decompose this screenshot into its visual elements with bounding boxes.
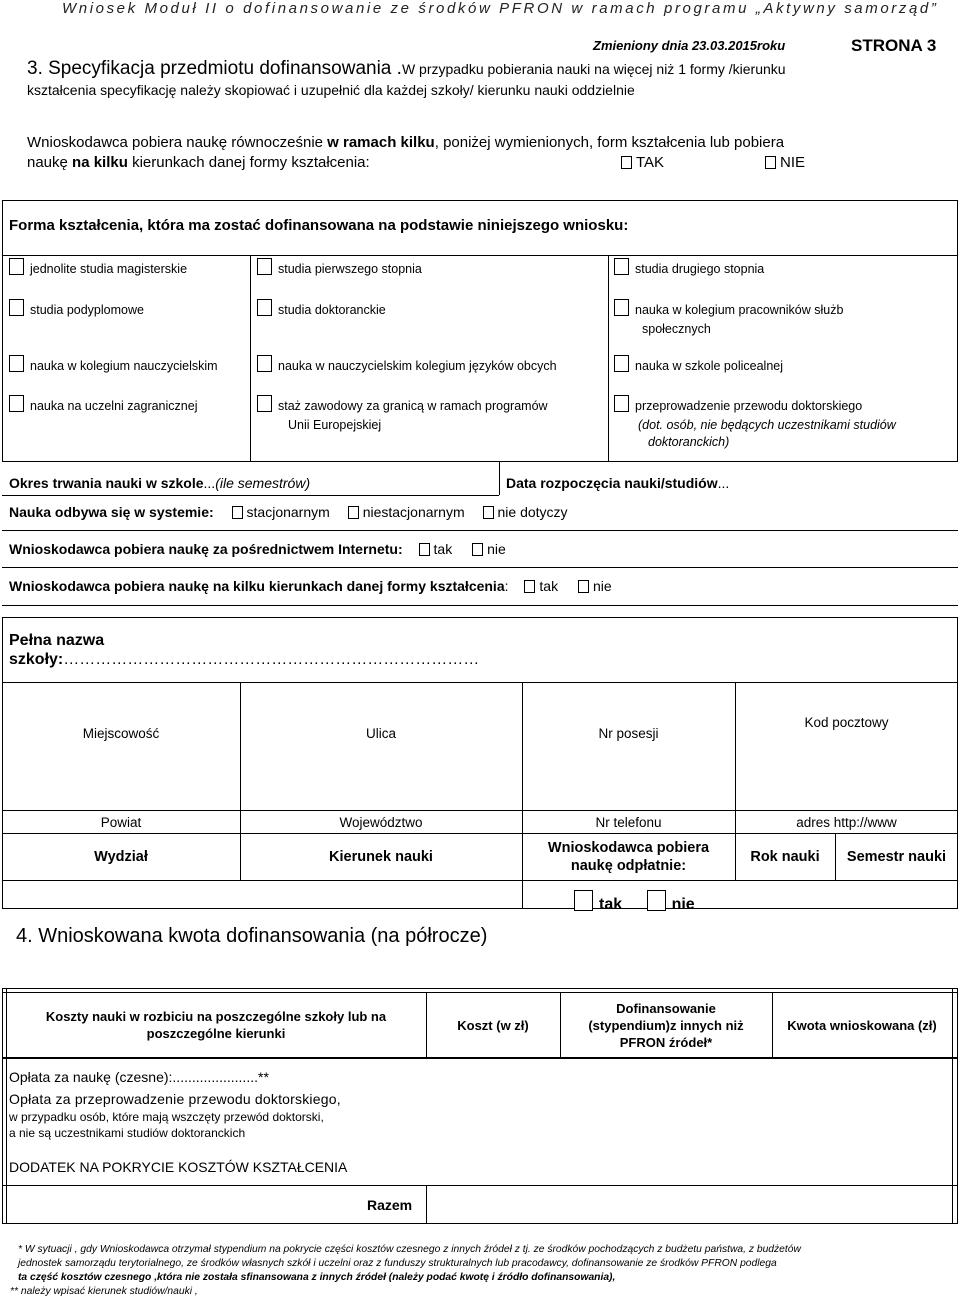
q-text-3: , poniżej wymienionych, form kształcenia lub pobiera bbox=[434, 134, 785, 151]
duration-dots: ... bbox=[203, 475, 216, 491]
footnote-1: * W sytuacji , gdy Wnioskodawca otrzymał stypendium na pokrycie części kosztów czesnego z innych źródeł z tj. ze środków pochodzących z budżetu państwa, z budżetów bbox=[18, 1244, 801, 1255]
col-costs: Koszty nauki w rozbiciu na poszczególne szkoły lub na poszczególne kierunki bbox=[45, 1009, 387, 1041]
option-label: nauka w kolegium nauczycielskim bbox=[30, 359, 218, 373]
checkbox[interactable] bbox=[614, 355, 629, 372]
checkbox[interactable] bbox=[419, 543, 430, 556]
duration-field[interactable] bbox=[9, 475, 310, 491]
checkbox[interactable] bbox=[574, 890, 593, 911]
simultaneous-yes-option[interactable] bbox=[621, 153, 664, 173]
checkbox[interactable] bbox=[9, 355, 24, 372]
col-requested: Kwota wnioskowana (zł) bbox=[787, 1017, 937, 1033]
q-text-6: kierunkach danej formy kształcenia: bbox=[127, 154, 370, 171]
form-option[interactable] bbox=[9, 299, 144, 320]
checkbox[interactable] bbox=[9, 299, 24, 316]
paid-no[interactable] bbox=[647, 896, 695, 913]
checkbox[interactable] bbox=[614, 299, 629, 316]
multi-question: Wnioskodawca pobiera naukę na kilku kierunkach danej formy kształcenia: tak nie bbox=[9, 578, 612, 594]
checkbox[interactable] bbox=[257, 258, 272, 275]
simultaneous-question bbox=[27, 133, 957, 173]
start-date-dots: ... bbox=[717, 475, 730, 491]
option-label: tak bbox=[599, 896, 623, 913]
doctoral-row-label: Opłata za przeprowadzenie przewodu doktorskiego, bbox=[9, 1091, 341, 1107]
school-name-label-b: szkoły: bbox=[9, 651, 64, 668]
checkbox[interactable] bbox=[614, 395, 629, 412]
paid-options bbox=[574, 890, 695, 914]
checkbox[interactable] bbox=[647, 890, 666, 911]
checkbox[interactable] bbox=[348, 506, 359, 519]
forms-title: Forma kształcenia, która ma zostać dofinansowana na podstawie niniejszego wniosku: bbox=[9, 217, 629, 234]
doctoral-row-note-b: a nie są uczestnikami studiów doktoranckich bbox=[9, 1126, 246, 1140]
phone-label: Nr telefonu bbox=[595, 814, 662, 830]
start-date-field[interactable] bbox=[506, 475, 729, 491]
simultaneous-no-option[interactable] bbox=[765, 153, 805, 173]
col-other-funding: Dofinansowanie (stypendium)z innych niż PFRON źródeł* bbox=[588, 1000, 744, 1050]
form-option-staz[interactable] bbox=[257, 395, 548, 416]
option-label: nie bbox=[592, 578, 612, 594]
checkbox[interactable] bbox=[257, 355, 272, 372]
paid-label: Wnioskodawca pobiera naukę odpłatnie: bbox=[547, 840, 710, 874]
system-question bbox=[9, 504, 568, 520]
option-label: nauka w nauczycielskim kolegium języków obcych bbox=[278, 359, 557, 373]
form-option[interactable] bbox=[257, 355, 557, 376]
multi-label: Wnioskodawca pobiera naukę na kilku kierunkach danej formy kształcenia bbox=[9, 578, 505, 594]
form-option[interactable] bbox=[614, 355, 783, 376]
option-label: stacjonarnym bbox=[246, 504, 330, 520]
option-label: nauka w kolegium pracowników służb bbox=[635, 303, 844, 317]
option-label-cont: Unii Europejskiej bbox=[288, 418, 382, 432]
duration-label: Okres trwania nauki w szkole bbox=[9, 475, 204, 491]
course-label: Kierunek nauki bbox=[329, 849, 433, 865]
no-label: NIE bbox=[780, 154, 806, 171]
section-3-heading bbox=[27, 58, 786, 80]
school-name-label: Pełna nazwa bbox=[9, 632, 105, 649]
q-text-4: naukę bbox=[27, 154, 73, 171]
option-label: nie bbox=[671, 896, 695, 913]
option-label: nauka na uczelni zagranicznej bbox=[30, 399, 198, 413]
paid-yes[interactable] bbox=[574, 896, 622, 913]
option-label: przeprowadzenie przewodu doktorskiego bbox=[635, 399, 863, 413]
form-option[interactable] bbox=[614, 258, 764, 279]
form-option[interactable] bbox=[9, 395, 197, 416]
option-label: jednolite studia magisterskie bbox=[30, 262, 188, 276]
option-label: nauka w szkole policealnej bbox=[635, 359, 784, 373]
checkbox[interactable] bbox=[621, 156, 632, 169]
internet-yes[interactable] bbox=[419, 541, 453, 557]
option-note: (dot. osób, nie będących uczestnikami studiów bbox=[638, 418, 896, 432]
postal-code-label: Kod pocztowy bbox=[804, 714, 889, 730]
option-note: doktoranckich) bbox=[648, 435, 730, 449]
city-label: Miejscowość bbox=[82, 725, 160, 741]
county-label: Powiat bbox=[100, 814, 142, 830]
revision-date: Zmieniony dnia 23.03.2015roku bbox=[593, 38, 786, 53]
section-3-note-cont: kształcenia specyfikację należy skopiować i uzupełnić dla każdej szkoły/ kierunku nauki oddzielnie bbox=[27, 82, 635, 98]
multi-no[interactable] bbox=[578, 578, 612, 594]
checkbox[interactable] bbox=[578, 580, 589, 593]
form-option[interactable] bbox=[614, 299, 843, 320]
system-option[interactable] bbox=[232, 504, 330, 520]
house-number-label: Nr posesji bbox=[598, 725, 659, 741]
start-date-label: Data rozpoczęcia nauki/studiów bbox=[506, 475, 718, 491]
form-option[interactable] bbox=[614, 395, 862, 416]
page-number: STRONA 3 bbox=[851, 36, 937, 55]
footnote-1-cont-b: ta część kosztów czesnego ,która nie została sfinansowana z innych źródeł (należy podać kwotę i źródło dofinansowania), bbox=[18, 1272, 616, 1283]
form-option[interactable] bbox=[9, 258, 187, 279]
system-option[interactable] bbox=[348, 504, 465, 520]
section-3-title: 3. Specyfikacja przedmiotu dofinansowania . bbox=[27, 58, 402, 79]
year-label: Rok nauki bbox=[750, 849, 820, 865]
checkbox[interactable] bbox=[472, 543, 483, 556]
section-3-note: W przypadku pobierania nauki na więcej niż 1 formy /kierunku bbox=[401, 61, 786, 77]
option-label: studia doktoranckie bbox=[278, 303, 386, 317]
footnote-1-cont: jednostek samorządu terytorialnego, ze środków własnych szkół i uczelni oraz z funduszy strukturalnych lub pracodawcy, dofinansowanie ze środków PFRON podlega bbox=[18, 1258, 777, 1269]
checkbox[interactable] bbox=[9, 395, 24, 412]
q-text-5: na kilku bbox=[72, 154, 128, 171]
system-label: Nauka odbywa się w systemie: bbox=[9, 504, 214, 520]
option-label: studia drugiego stopnia bbox=[635, 262, 765, 276]
form-header-title: Wniosek Moduł II o dofinansowanie ze środków PFRON w ramach programu „Aktywny samorząd” bbox=[62, 0, 939, 17]
duration-unit: (ile semestrów) bbox=[215, 475, 311, 491]
option-label: studia pierwszego stopnia bbox=[278, 262, 422, 276]
checkbox[interactable] bbox=[483, 506, 494, 519]
total-label: Razem bbox=[367, 1197, 413, 1213]
website-label: adres http://www bbox=[796, 814, 897, 830]
option-label: tak bbox=[539, 578, 559, 594]
option-label: tak bbox=[433, 541, 453, 557]
option-label: nie bbox=[487, 541, 506, 557]
option-label: staż zawodowy za granicą w ramach programów bbox=[278, 399, 548, 413]
yes-label: TAK bbox=[636, 154, 665, 171]
semester-label: Semestr nauki bbox=[846, 849, 947, 865]
q-text-1: Wnioskodawca pobiera naukę równocześnie bbox=[27, 134, 328, 151]
checkbox[interactable] bbox=[257, 395, 272, 412]
col-cost: Koszt (w zł) bbox=[457, 1017, 529, 1033]
multi-yes[interactable] bbox=[524, 578, 558, 594]
q-text-2: w ramach kilku bbox=[327, 134, 435, 151]
form-option[interactable] bbox=[9, 355, 218, 376]
option-label: studia podyplomowe bbox=[30, 303, 144, 317]
checkbox[interactable] bbox=[524, 580, 535, 593]
extra-row-label: DODATEK NA POKRYCIE KOSZTÓW KSZTAŁCENIA bbox=[9, 1159, 348, 1175]
internet-no[interactable] bbox=[472, 541, 506, 557]
section-4-heading: 4. Wnioskowana kwota dofinansowania (na półrocze) bbox=[16, 925, 488, 947]
checkbox[interactable] bbox=[9, 258, 24, 275]
form-option[interactable] bbox=[257, 258, 422, 279]
option-label: niestacjonarnym bbox=[362, 504, 465, 520]
voivodeship-label: Województwo bbox=[339, 814, 423, 830]
internet-label: Wnioskodawca pobiera naukę za pośrednictwem Internetu: bbox=[9, 541, 403, 557]
system-option[interactable] bbox=[483, 504, 568, 520]
footnotes bbox=[10, 1243, 948, 1299]
school-name-field[interactable] bbox=[9, 631, 479, 669]
option-label-cont: społecznych bbox=[642, 322, 711, 336]
form-option[interactable] bbox=[257, 299, 386, 320]
internet-question bbox=[9, 541, 506, 557]
footnote-2: ** należy wpisać kierunek studiów/nauki , bbox=[10, 1286, 198, 1297]
checkbox[interactable] bbox=[614, 258, 629, 275]
checkbox[interactable] bbox=[765, 156, 776, 169]
option-label: nie dotyczy bbox=[497, 504, 568, 520]
checkbox[interactable] bbox=[232, 506, 243, 519]
street-label: Ulica bbox=[365, 725, 396, 741]
faculty-label: Wydział bbox=[94, 849, 148, 865]
doctoral-row-note: w przypadku osób, które mają wszczęty przewód doktorski, bbox=[9, 1110, 324, 1124]
checkbox[interactable] bbox=[257, 299, 272, 316]
fee-row-label: Opłata za naukę (czesne):......................** bbox=[9, 1069, 269, 1085]
school-name-dots: …………………………………………………………………… bbox=[63, 651, 480, 668]
